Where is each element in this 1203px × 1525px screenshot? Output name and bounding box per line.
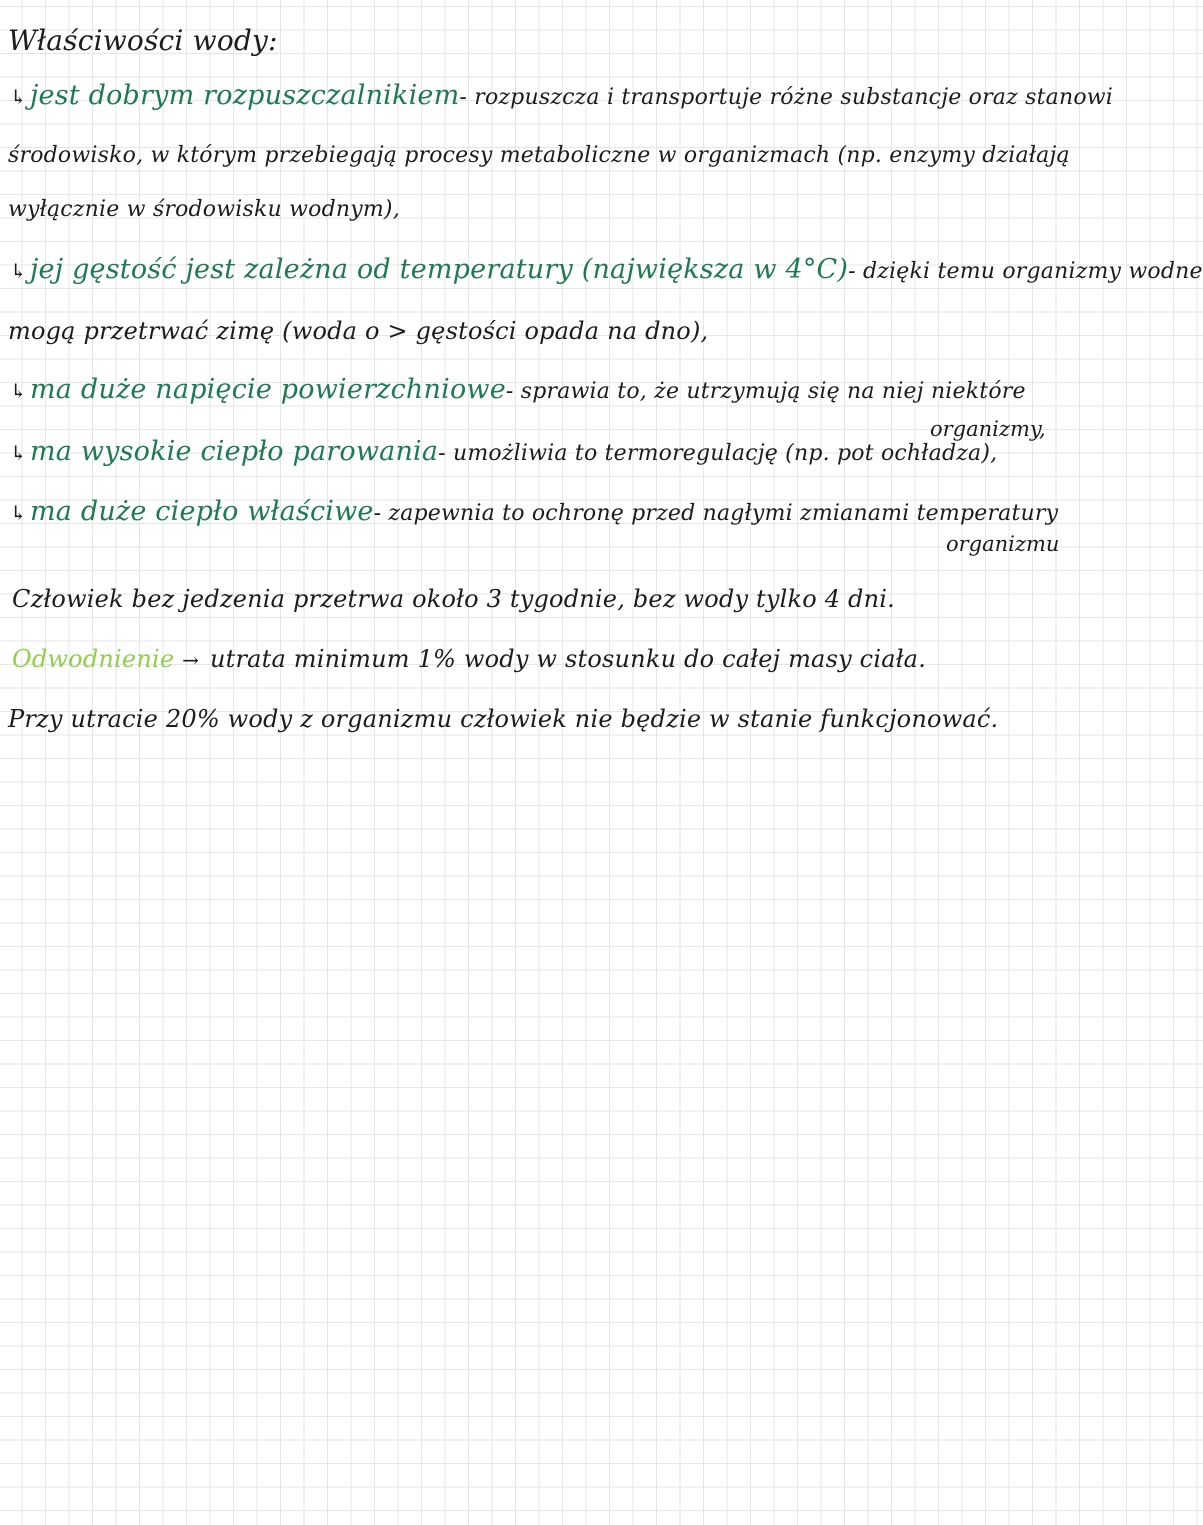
property-item-4	[10, 436, 997, 467]
fact-water-loss: Przy utracie 20% wody z organizmu człowiek nie będzie w stanie funkcjonować.	[8, 705, 999, 733]
property-item-3	[10, 374, 1026, 405]
property-description: - dzięki temu organizmy wodne	[848, 259, 1203, 284]
arrow-bullet-icon: ↳	[10, 85, 27, 109]
property-highlight: jest dobrym rozpuszczalnikiem	[29, 80, 460, 111]
property-highlight: ma duże ciepło właściwe	[29, 496, 374, 527]
property-continuation: środowisko, w którym przebiegają procesy metaboliczne w organizmach (np. enzymy działają	[8, 143, 1070, 168]
property-continuation: wyłącznie w środowisku wodnym),	[8, 197, 400, 222]
property-description: - rozpuszcza i transportuje różne substancje oraz stanowi	[459, 85, 1114, 110]
arrow-bullet-icon: ↳	[10, 379, 27, 403]
arrow-bullet-icon: ↳	[10, 441, 27, 465]
property-description: - umożliwia to termoregulację (np. pot ochładza),	[438, 441, 998, 466]
property-item-1	[10, 80, 1113, 111]
fact-dehydration	[12, 645, 926, 673]
property-description: - zapewnia to ochronę przed nagłymi zmianami temperatury	[373, 501, 1059, 526]
property-overflow: organizmy,	[930, 417, 1046, 441]
property-item-5	[10, 496, 1058, 527]
dehydration-term: Odwodnienie	[12, 645, 175, 673]
property-continuation: mogą przetrwać zimę (woda o > gęstości opada na dno),	[8, 317, 709, 345]
right-arrow-icon: →	[182, 648, 200, 672]
property-overflow: organizmu	[946, 532, 1060, 556]
property-highlight: jej gęstość jest zależna od temperatury (największa w 4°C)	[29, 254, 849, 285]
dehydration-definition: utrata minimum 1% wody w stosunku do całej masy ciała.	[209, 645, 927, 673]
property-highlight: ma wysokie ciepło parowania	[29, 436, 439, 467]
arrow-bullet-icon: ↳	[10, 501, 27, 525]
note-title: Właściwości wody:	[8, 24, 278, 57]
property-highlight: ma duże napięcie powierzchniowe	[29, 374, 506, 405]
property-description: - sprawia to, że utrzymują się na niej niektóre	[505, 379, 1026, 404]
arrow-bullet-icon: ↳	[10, 259, 27, 283]
property-item-2	[10, 254, 1203, 285]
fact-survival: Człowiek bez jedzenia przetrwa około 3 tygodnie, bez wody tylko 4 dni.	[12, 585, 895, 613]
